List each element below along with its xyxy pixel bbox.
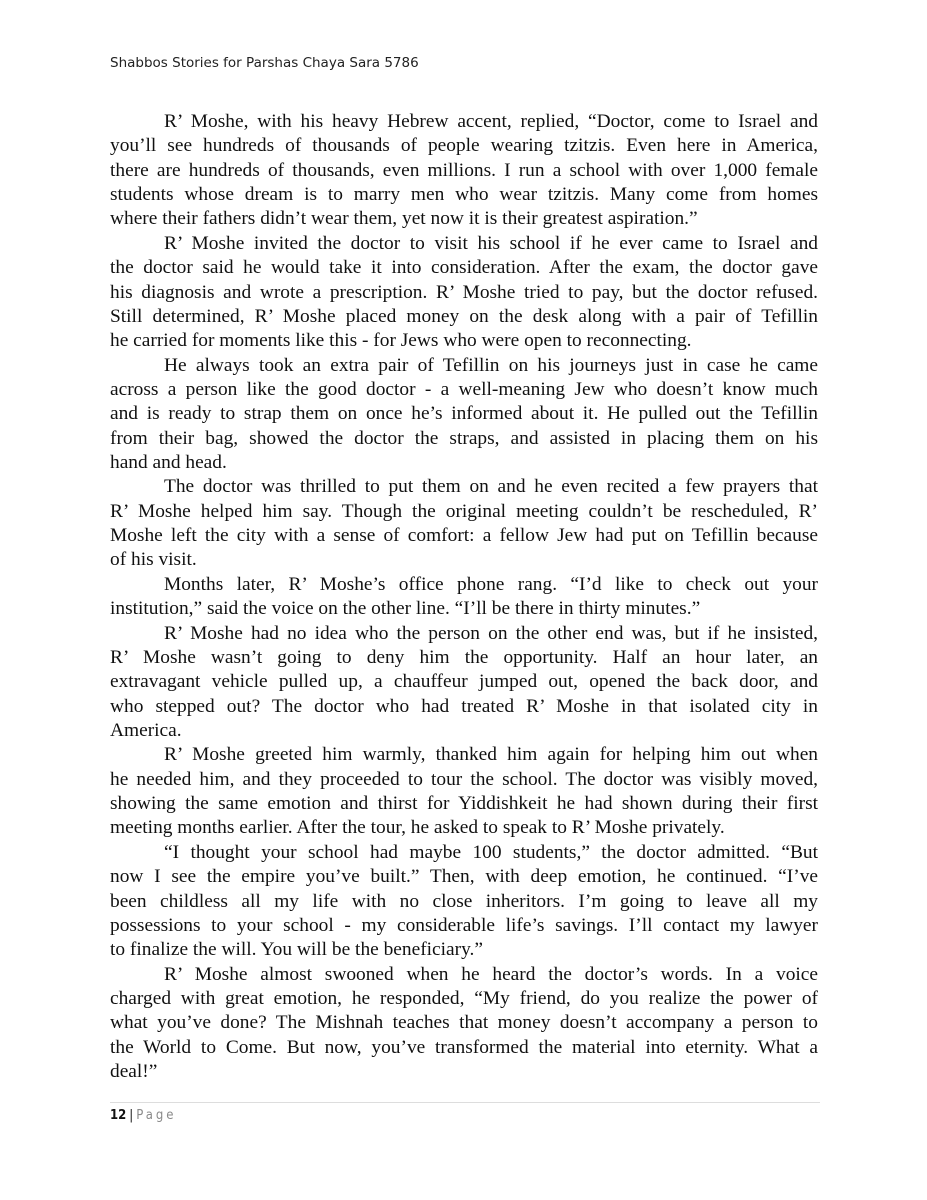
text-line: the doctor said he would take it into consideration. After the exam, the doctor gave [110, 257, 818, 279]
text-line: what you’ve done? The Mishnah teaches that money doesn’t accompany a person to [110, 1012, 818, 1034]
text-line: Months later, R’ Moshe’s office phone rang. “I’d like to check out your [164, 573, 818, 595]
text-line: “I thought your school had maybe 100 students,” the doctor admitted. “But [164, 841, 818, 863]
text-line: extravagant vehicle pulled up, a chauffeur jumped out, opened the back door, and [110, 671, 818, 693]
paragraph [110, 963, 818, 1085]
text-line: he carried for moments like this - for Jews who were open to reconnecting. [110, 330, 692, 352]
paragraph [110, 622, 818, 744]
text-line: to finalize the will. You will be the beneficiary.” [110, 939, 483, 961]
text-line: hand and head. [110, 452, 227, 474]
page-label: Page [136, 1108, 177, 1123]
text-line: showing the same emotion and thirst for Yiddishkeit he had shown during their first [110, 793, 818, 815]
paragraph [110, 475, 818, 572]
text-line: R’ Moshe, with his heavy Hebrew accent, replied, “Doctor, come to Israel and [164, 111, 818, 132]
paragraph [110, 573, 818, 622]
text-line: R’ Moshe greeted him warmly, thanked him again for helping him out when [164, 744, 818, 766]
text-line: who stepped out? The doctor who had treated R’ Moshe in that isolated city in [110, 695, 818, 717]
text-line: students whose dream is to marry men who wear tzitzis. Many come from homes [110, 184, 818, 206]
text-line: across a person like the good doctor - a well-meaning Jew who doesn’t know much [110, 378, 818, 400]
text-line: the World to Come. But now, you’ve transformed the material into eternity. What a [110, 1036, 818, 1058]
text-line: Still determined, R’ Moshe placed money on the desk along with a pair of Tefillin [110, 305, 818, 327]
text-line: R’ Moshe had no idea who the person on the other end was, but if he insisted, [164, 622, 818, 644]
text-line: and is ready to strap them on once he’s informed about it. He pulled out the Tefillin [110, 403, 818, 425]
text-line: possessions to your school - my considerable life’s savings. I’ll contact my lawyer [110, 914, 818, 936]
footer-divider [110, 1102, 820, 1103]
text-line: Moshe left the city with a sense of comfort: a fellow Jew had put on Tefillin because [110, 525, 818, 547]
text-line: his diagnosis and wrote a prescription. R’ Moshe tried to pay, but the doctor refused. [110, 281, 818, 303]
text-line: been childless all my life with no close inheritors. I’m going to leave all my [110, 890, 818, 912]
text-line: institution,” said the voice on the other line. “I’ll be there in thirty minutes.” [110, 598, 701, 620]
text-line: America. [110, 719, 182, 741]
page-footer [110, 1108, 177, 1123]
text-line: he needed him, and they proceeded to tour the school. The doctor was visibly moved, [110, 768, 818, 790]
text-line: from their bag, showed the doctor the straps, and assisted in placing them on his [110, 427, 818, 449]
text-line: now I see the empire you’ve built.” Then, with deep emotion, he continued. “I’ve [110, 866, 818, 888]
text-line: R’ Moshe wasn’t going to deny him the opportunity. Half an hour later, an [110, 646, 818, 668]
page-number: 12 [110, 1108, 127, 1123]
text-line: R’ Moshe almost swooned when he heard the doctor’s words. In a voice [164, 963, 818, 985]
paragraph [110, 110, 818, 232]
text-line: where their fathers didn’t wear them, yet now it is their greatest aspiration.” [110, 208, 698, 230]
paragraph [110, 743, 818, 840]
text-line: there are hundreds of thousands, even millions. I run a school with over 1,000 female [110, 159, 818, 181]
running-header: Shabbos Stories for Parshas Chaya Sara 5786 [110, 55, 419, 71]
text-line: charged with great emotion, he responded, “My friend, do you realize the power of [110, 987, 818, 1009]
footer-separator: | [129, 1108, 134, 1123]
text-line: He always took an extra pair of Tefillin on his journeys just in case he came [164, 354, 818, 376]
text-line: of his visit. [110, 549, 197, 571]
document-body [110, 110, 818, 1084]
text-line: deal!” [110, 1061, 158, 1083]
text-line: R’ Moshe helped him say. Though the original meeting couldn’t be rescheduled, R’ [110, 500, 818, 522]
text-line: meeting months earlier. After the tour, he asked to speak to R’ Moshe privately. [110, 817, 725, 839]
paragraph [110, 841, 818, 963]
text-line: R’ Moshe invited the doctor to visit his school if he ever came to Israel and [164, 232, 818, 254]
paragraph [110, 354, 818, 476]
text-line: you’ll see hundreds of thousands of people wearing tzitzis. Even here in America, [110, 135, 818, 157]
text-line: The doctor was thrilled to put them on and he even recited a few prayers that [164, 476, 818, 498]
paragraph [110, 232, 818, 354]
